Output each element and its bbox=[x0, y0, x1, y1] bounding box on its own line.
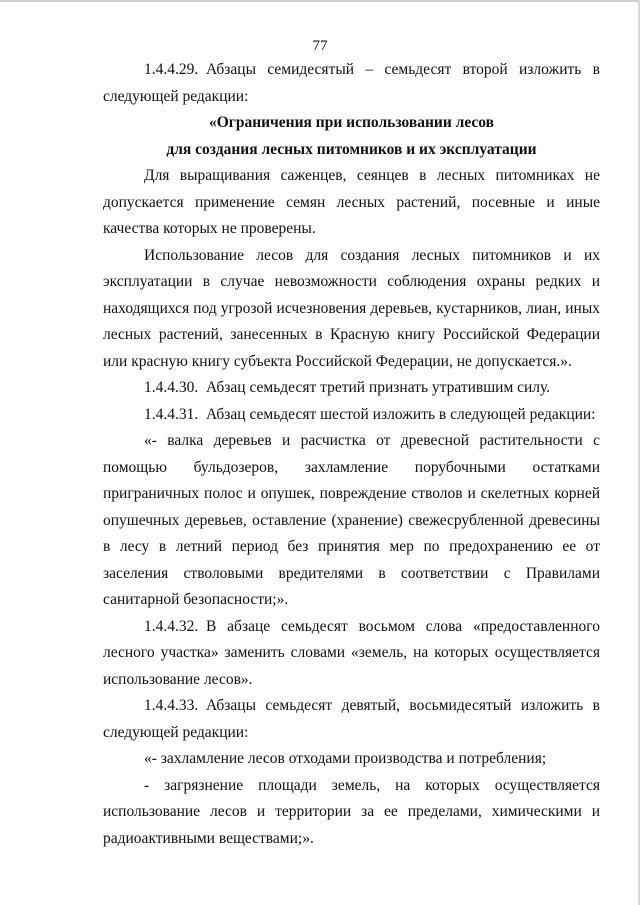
paragraph-1-4-4-31 bbox=[103, 402, 600, 429]
section-heading-line-2: для создания лесных питомников и их эксплуатации bbox=[166, 140, 537, 158]
paragraph-1-4-4-33 bbox=[103, 693, 600, 746]
clause-number: 1.4.4.30. bbox=[144, 379, 199, 396]
paragraph-seedlings: Для выращивания саженцев, сеянцев в лесных питомниках не допускается применение семян лесных растений, посевные и иные качества которых не проверены. bbox=[103, 167, 600, 237]
clause-number: 1.4.4.32. bbox=[144, 617, 199, 635]
paragraph-nursery-use: Использование лесов для создания лесных питомников и их эксплуатации в случае невозможности соблюдения охраны редких и находящихся под угрозой исчезновения деревьев, кустарников, лиан, иных лесных растений, занесенных в Красную книгу Российской Федерации или красную книгу субъекта Российской Федерации, не допускается.». bbox=[103, 246, 600, 370]
page-number: 77 bbox=[312, 38, 328, 54]
clause-text: Абзац семьдесят третий признать утратившим силу. bbox=[206, 379, 551, 396]
paragraph-pollution: - загрязнение площади земель, на которых осуществляется использование лесов и территории за ее пределами, химическими и радиоактивными веществами;». bbox=[103, 776, 600, 847]
paragraph-felling: «- валка деревьев и расчистка от древесной растительности с помощью бульдозеров, захламление порубочными остатками приграничных полос и опушек, повреждение стволов и скелетных корней опушечных деревьев, оставление (хранение) свежесрубленной древесины в лесу в летний период без принятия мер по предохранению ее от заселения стволовыми вредителями в соответствии с Правилами санитарной безопасности;». bbox=[103, 432, 600, 608]
clause-text: Абзацы семидесятый – семьдесят второй изложить в следующей редакции: bbox=[103, 61, 600, 105]
clause-text: В абзаце семьдесят восьмом слова «предоставленного лесного участка» заменить словами «земель, на которых осуществляется использование лесов». bbox=[103, 617, 600, 688]
paragraph-1-4-4-29 bbox=[103, 57, 600, 110]
document-body bbox=[103, 57, 600, 852]
clause-text: Абзацы семьдесят девятый, восьмидесятый изложить в следующей редакции: bbox=[103, 697, 600, 741]
scan-edge-top bbox=[0, 0, 640, 2]
paragraph-littering: «- захламление лесов отходами производства и потребления; bbox=[144, 750, 547, 767]
clause-number: 1.4.4.33. bbox=[144, 697, 199, 714]
clause-number: 1.4.4.31. bbox=[144, 405, 199, 423]
paragraph-1-4-4-30 bbox=[103, 375, 600, 402]
clause-number: 1.4.4.29. bbox=[144, 61, 199, 78]
clause-text: Абзац семьдесят шестой изложить в следующей редакции: bbox=[206, 405, 596, 423]
section-heading-line-1: «Ограничения при использовании лесов bbox=[208, 114, 495, 131]
paragraph-1-4-4-32 bbox=[103, 614, 600, 694]
